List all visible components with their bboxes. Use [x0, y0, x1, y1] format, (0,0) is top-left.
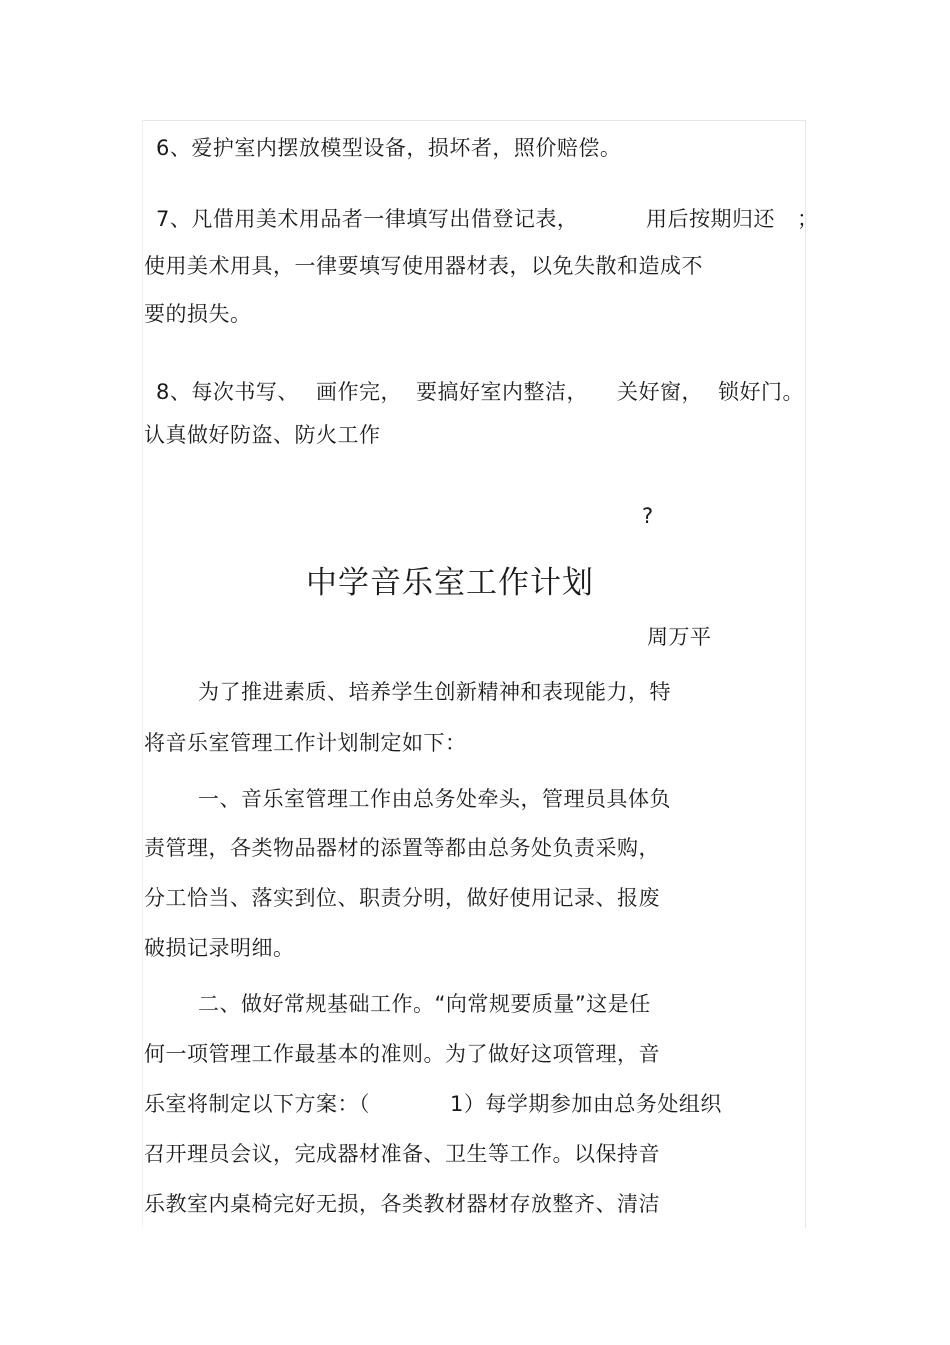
intro-line-1: 为了推进素质、培养学生创新精神和表现能力，特	[198, 680, 671, 704]
rule-item-7-line1-b: 用后按期归还	[646, 207, 775, 231]
paragraph-2-line-1: 二、做好常规基础工作。“向常规要质量”这是任	[198, 992, 651, 1016]
rule-item-8-part1: 8、每次书写、	[156, 380, 299, 404]
rule-item-8-part4: 关好窗，	[617, 380, 703, 404]
paragraph-2-line-3-b: 1）每学期参加由总务处组织	[450, 1092, 722, 1116]
rule-item-7-line1-a: 7、凡借用美术用品者一律填写出借登记表，	[156, 207, 579, 231]
rule-item-6: 6、爱护室内摆放模型设备，损坏者，照价赔偿。	[156, 136, 622, 160]
intro-line-2: 将音乐室管理工作计划制定如下：	[144, 731, 467, 755]
rule-item-8-part5: 锁好门。	[718, 380, 804, 404]
rule-item-8-part3: 要搞好室内整洁，	[416, 380, 588, 404]
question-mark: ?	[642, 504, 654, 528]
rule-item-8-part2: 画作完，	[316, 380, 402, 404]
paragraph-1-line-2: 责管理，各类物品器材的添置等都由总务处负责采购，	[144, 836, 660, 860]
rule-item-8-line2: 认真做好防盗、防火工作	[144, 423, 381, 447]
rule-item-7-line3: 要的损失。	[144, 302, 252, 326]
document-title: 中学音乐室工作计划	[306, 565, 594, 601]
paragraph-2-line-5: 乐教室内桌椅完好无损，各类教材器材存放整齐、清洁	[144, 1192, 660, 1216]
paragraph-2-line-4: 召开理员会议，完成器材准备、卫生等工作。以保持音	[144, 1142, 660, 1166]
paragraph-2-line-2: 何一项管理工作最基本的准则。为了做好这项管理，音	[144, 1042, 660, 1066]
paragraph-2-line-3-a: 乐室将制定以下方案：（	[144, 1092, 370, 1116]
author-name: 周万平	[647, 625, 712, 649]
paragraph-1-line-4: 破损记录明细。	[144, 936, 295, 960]
paragraph-1-line-3: 分工恰当、落实到位、职责分明，做好使用记录、报废	[144, 886, 660, 910]
rule-item-7-line1-c: ；	[797, 207, 819, 231]
rule-item-7-line2: 使用美术用具，一律要填写使用器材表，以免失散和造成不	[144, 254, 703, 278]
paragraph-1-line-1: 一、音乐室管理工作由总务处牵头，管理员具体负	[198, 787, 671, 811]
